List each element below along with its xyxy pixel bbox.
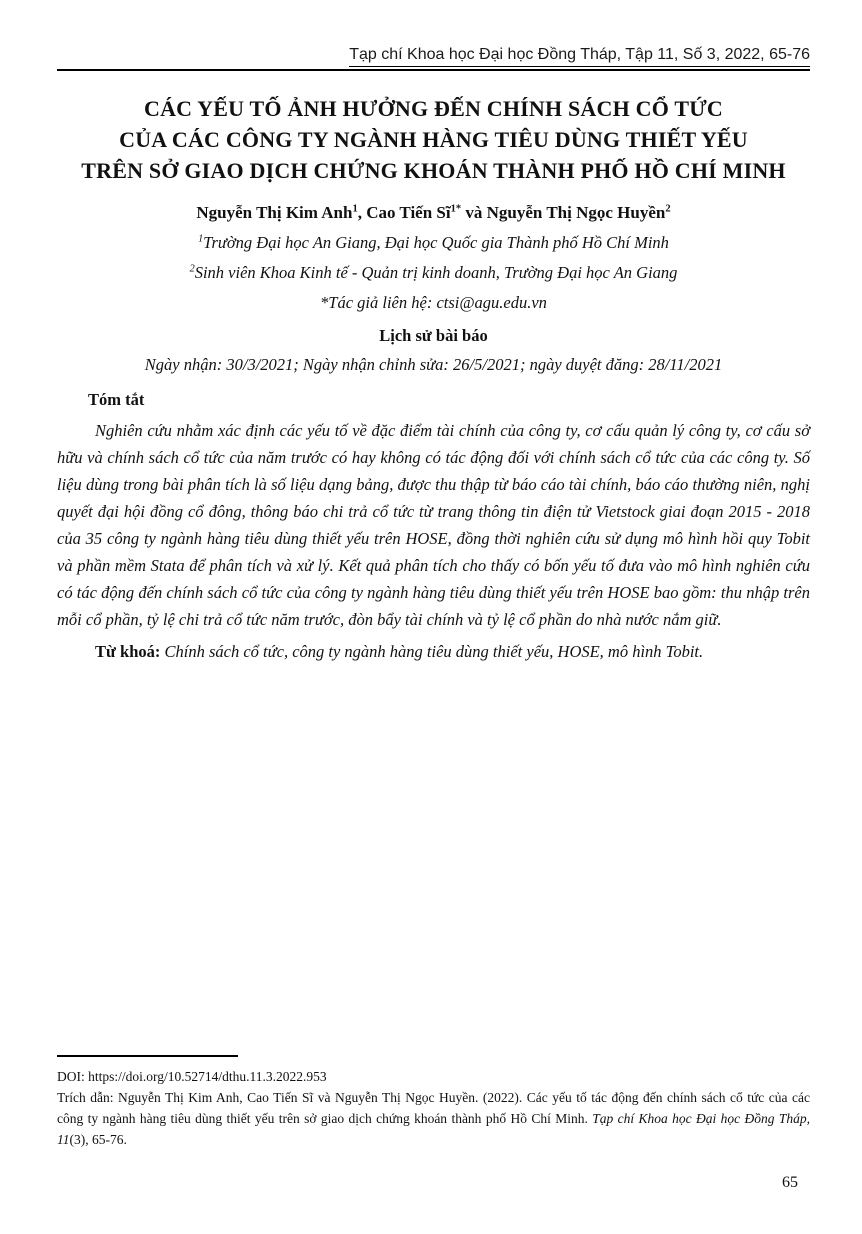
citation-journal-italic: Tạp chí Khoa học Đại học Đồng Tháp, 11 — [57, 1111, 810, 1147]
affiliation-1-mark: 1 — [198, 233, 204, 245]
author-1-name: Nguyễn Thị Kim Anh — [196, 203, 353, 222]
doi-line: DOI: https://doi.org/10.52714/dthu.11.3.2022.953 — [57, 1069, 327, 1084]
footnote-block — [57, 1055, 810, 1150]
header-rule — [57, 69, 810, 71]
affiliation-2-mark: 2 — [189, 263, 195, 275]
affiliation-2-text: Sinh viên Khoa Kinh tế - Quản trị kinh doanh, Trường Đại học An Giang — [194, 263, 678, 282]
article-title — [57, 93, 810, 186]
citation-line — [57, 1087, 810, 1150]
corresponding-author-line: *Tác giả liên hệ: ctsi@agu.edu.vn — [320, 293, 547, 312]
citation-tail: (3), 65-76. — [69, 1132, 127, 1147]
affiliation-1 — [57, 233, 810, 253]
article-history-dates: Ngày nhận: 30/3/2021; Ngày nhận chỉnh sửa: 26/5/2021; ngày duyệt đăng: 28/11/2021 — [144, 355, 723, 374]
author-2-affiliation-mark: 1* — [450, 203, 462, 215]
footnote-rule — [57, 1055, 238, 1057]
keywords-label: Từ khoá: — [95, 642, 161, 661]
affiliation-2 — [57, 263, 810, 283]
journal-header — [57, 46, 810, 64]
journal-header-text: Tạp chí Khoa học Đại học Đồng Tháp, Tập 11, Số 3, 2022, 65-76 — [349, 46, 810, 67]
article-history-heading: Lịch sử bài báo — [379, 326, 488, 345]
article-title-line-2: CỦA CÁC CÔNG TY NGÀNH HÀNG TIÊU DÙNG THIẾT YẾU — [119, 127, 748, 152]
author-separator: và — [461, 203, 487, 222]
author-separator: , — [357, 203, 367, 222]
author-3-affiliation-mark: 2 — [665, 203, 671, 215]
author-3-name: Nguyễn Thị Ngọc Huyền — [486, 203, 666, 222]
article-title-line-3: TRÊN SỞ GIAO DỊCH CHỨNG KHOÁN THÀNH PHỐ HỒ CHÍ MINH — [81, 158, 786, 183]
affiliation-1-text: Trường Đại học An Giang, Đại học Quốc gia Thành phố Hồ Chí Minh — [203, 233, 669, 252]
page-number: 65 — [782, 1174, 798, 1191]
keywords-text: Chính sách cổ tức, công ty ngành hàng tiêu dùng thiết yếu, HOSE, mô hình Tobit. — [160, 642, 704, 661]
authors-line — [57, 203, 810, 223]
article-title-line-1: CÁC YẾU TỐ ẢNH HƯỞNG ĐẾN CHÍNH SÁCH CỔ TỨC — [143, 96, 723, 121]
author-1-affiliation-mark: 1 — [352, 203, 358, 215]
abstract-heading: Tóm tắt — [88, 390, 145, 409]
keywords-line — [57, 638, 810, 665]
citation-text: Trích dẫn: Nguyễn Thị Kim Anh, Cao Tiến Sĩ và Nguyễn Thị Ngọc Huyền. (2022). Các yếu tố tác động đến chính sách cổ tức của các công ty ngành hàng tiêu dùng thiết yếu trên sở giao dịch chứng khoán thành phố Hồ Chí Minh. — [57, 1090, 810, 1126]
abstract-body: Nghiên cứu nhằm xác định các yếu tố về đặc điểm tài chính của công ty, cơ cấu quản lý công ty, cơ cấu sở hữu và chính sách cổ tức của năm trước có hay không có tác động đối với chính sách cổ tức của các công ty. Số liệu dùng trong bài phân tích là số liệu dạng bảng, được thu thập từ báo cáo tài chính, báo cáo thường niên, nghị quyết đại hội đồng cổ đông, thông báo chi trả cổ tức từ trang thông tin điện tử Vietstock giai đoạn 2015 - 2018 của 35 công ty ngành hàng tiêu dùng thiết yếu trên HOSE, đồng thời nghiên cứu sử dụng mô hình hồi quy Tobit và phần mềm Stata để phân tích và xử lý. Kết quả phân tích cho thấy có bốn yếu tố đưa vào mô hình nghiên cứu có tác động đến chính sách cổ tức của công ty ngành hàng tiêu dùng thiết yếu trên HOSE bao gồm: thu nhập trên mỗi cổ phần, tỷ lệ chi trả cổ tức năm trước, đòn bẩy tài chính và tỷ lệ cổ phần do nhà nước nắm giữ. — [57, 421, 810, 629]
author-2-name: Cao Tiến Sĩ — [366, 203, 451, 222]
